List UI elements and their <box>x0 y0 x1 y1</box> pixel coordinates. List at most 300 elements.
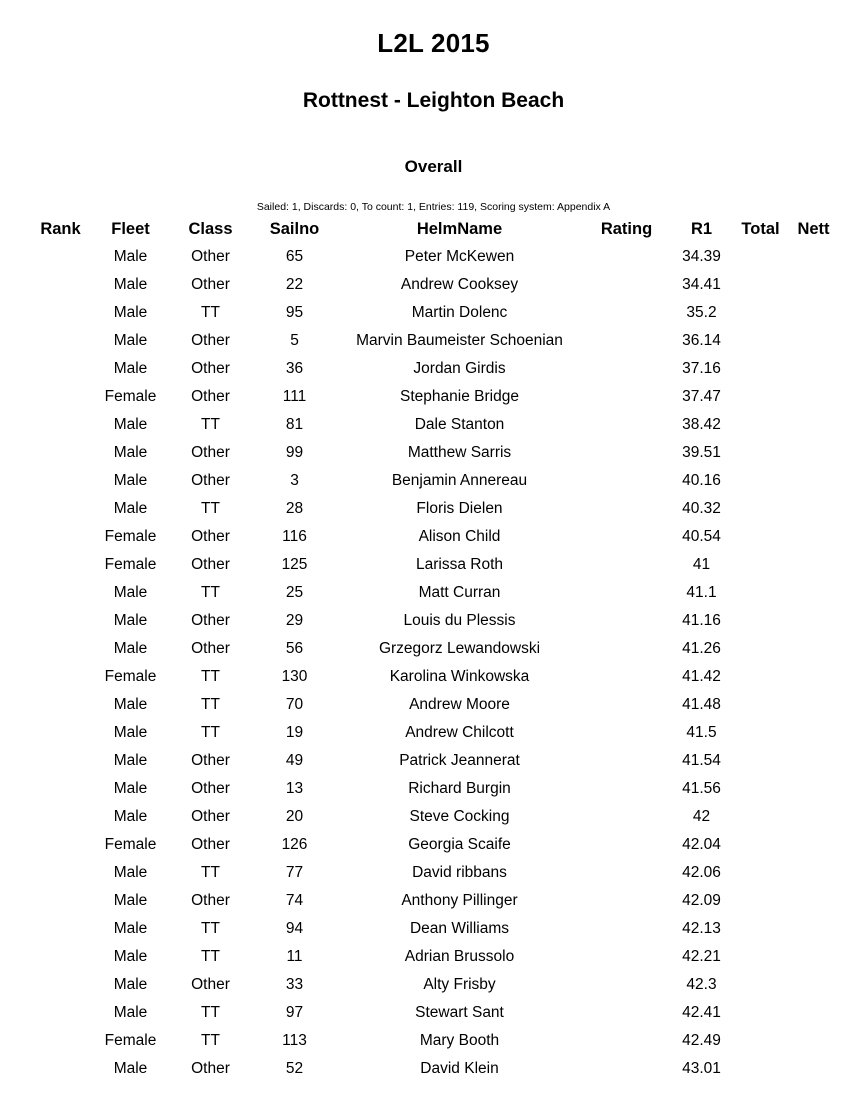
cell-helmname: Steve Cocking <box>409 808 510 826</box>
cell-r1: 42.49 <box>682 1032 721 1050</box>
table-row <box>29 607 839 635</box>
cell-nett <box>789 747 839 775</box>
cell-r1: 34.41 <box>682 276 721 294</box>
cell-sailno: 125 <box>281 556 308 574</box>
cell-fleet: Female <box>104 556 157 574</box>
cell-r1: 41.54 <box>682 752 721 770</box>
cell-rank <box>29 971 93 999</box>
cell-r1: 42.21 <box>682 948 721 966</box>
cell-fleet: Male <box>113 864 148 882</box>
page-title: L2L 2015 <box>377 28 490 58</box>
cell-total <box>733 915 789 943</box>
cell-helmname: Dale Stanton <box>414 416 505 434</box>
cell-fleet: Male <box>113 304 148 322</box>
cell-nett <box>789 579 839 607</box>
cell-helmname: David ribbans <box>412 864 507 882</box>
cell-fleet: Male <box>113 612 148 630</box>
table-row <box>29 439 839 467</box>
cell-rank <box>29 635 93 663</box>
cell-total <box>733 467 789 495</box>
cell-rating <box>583 747 671 775</box>
cell-helmname: Martin Dolenc <box>411 304 508 322</box>
cell-r1: 41.5 <box>686 724 717 742</box>
cell-r1: 41.42 <box>682 668 721 686</box>
cell-rating <box>583 383 671 411</box>
table-row <box>29 467 839 495</box>
cell-sailno: 25 <box>285 584 304 602</box>
cell-rank <box>29 719 93 747</box>
cell-nett <box>789 1027 839 1055</box>
cell-r1: 36.14 <box>682 332 721 350</box>
cell-rank <box>29 943 93 971</box>
cell-helmname: Georgia Scaife <box>408 836 511 854</box>
cell-nett <box>789 999 839 1027</box>
cell-rank <box>29 299 93 327</box>
cell-rank <box>29 691 93 719</box>
cell-helmname: Matt Curran <box>418 584 501 602</box>
table-row <box>29 831 839 859</box>
cell-r1: 41.16 <box>682 612 721 630</box>
cell-fleet: Female <box>104 1032 157 1050</box>
cell-nett <box>789 887 839 915</box>
cell-helmname: Peter McKewen <box>404 248 515 265</box>
table-header-row <box>29 217 839 243</box>
cell-rank <box>29 859 93 887</box>
cell-class: Other <box>191 780 230 798</box>
cell-total <box>733 579 789 607</box>
cell-fleet: Male <box>113 780 148 798</box>
cell-helmname: Marvin Baumeister Schoenian <box>356 332 563 350</box>
cell-r1: 34.39 <box>682 248 721 265</box>
cell-total <box>733 551 789 579</box>
cell-class: Other <box>191 388 230 406</box>
cell-nett <box>789 803 839 831</box>
column-header-nett: Nett <box>797 220 830 238</box>
cell-total <box>733 971 789 999</box>
cell-sailno: 81 <box>285 416 304 434</box>
cell-helmname: Mary Booth <box>419 1032 500 1050</box>
cell-class: Other <box>191 892 230 910</box>
cell-fleet: Male <box>113 1004 148 1022</box>
cell-helmname: Jordan Girdis <box>413 360 506 378</box>
cell-sailno: 3 <box>290 472 299 490</box>
cell-nett <box>789 719 839 747</box>
cell-rank <box>29 355 93 383</box>
cell-r1: 39.51 <box>682 444 721 462</box>
cell-nett <box>789 859 839 887</box>
cell-rating <box>583 831 671 859</box>
cell-r1: 41.26 <box>682 640 721 658</box>
cell-total <box>733 859 789 887</box>
cell-class: TT <box>201 584 220 602</box>
cell-rank <box>29 439 93 467</box>
table-row <box>29 551 839 579</box>
cell-total <box>733 1055 789 1083</box>
cell-helmname: Adrian Brussolo <box>404 948 515 966</box>
cell-sailno: 33 <box>285 976 304 994</box>
cell-total <box>733 943 789 971</box>
cell-total <box>733 523 789 551</box>
cell-fleet: Male <box>113 752 148 770</box>
cell-sailno: 95 <box>285 304 304 322</box>
cell-class: Other <box>191 556 230 574</box>
cell-sailno: 19 <box>285 724 304 742</box>
cell-total <box>733 411 789 439</box>
cell-sailno: 56 <box>285 640 304 658</box>
table-row <box>29 355 839 383</box>
cell-total <box>733 747 789 775</box>
cell-nett <box>789 327 839 355</box>
cell-rank <box>29 327 93 355</box>
cell-rating <box>583 1055 671 1083</box>
cell-rating <box>583 439 671 467</box>
cell-rank <box>29 607 93 635</box>
cell-r1: 43.01 <box>682 1060 721 1078</box>
cell-nett <box>789 271 839 299</box>
cell-helmname: Grzegorz Lewandowski <box>378 640 541 658</box>
cell-r1: 37.16 <box>682 360 721 378</box>
cell-sailno: 130 <box>281 668 308 686</box>
cell-rank <box>29 747 93 775</box>
cell-class: Other <box>191 640 230 658</box>
cell-rank <box>29 831 93 859</box>
table-row <box>29 1055 839 1083</box>
table-row <box>29 523 839 551</box>
cell-helmname: Louis du Plessis <box>403 612 516 630</box>
cell-total <box>733 999 789 1027</box>
cell-helmname: Matthew Sarris <box>407 444 512 462</box>
table-row <box>29 411 839 439</box>
cell-fleet: Male <box>113 696 148 714</box>
column-header-rating: Rating <box>600 220 653 238</box>
cell-rank <box>29 243 93 271</box>
cell-sailno: 94 <box>285 920 304 938</box>
cell-class: TT <box>201 668 220 686</box>
table-row <box>29 271 839 299</box>
cell-rating <box>583 803 671 831</box>
cell-fleet: Male <box>113 948 148 966</box>
cell-fleet: Male <box>113 276 148 294</box>
cell-r1: 42.13 <box>682 920 721 938</box>
cell-class: Other <box>191 976 230 994</box>
column-header-class: Class <box>188 220 233 238</box>
cell-rank <box>29 887 93 915</box>
cell-sailno: 5 <box>290 332 299 350</box>
table-row <box>29 747 839 775</box>
cell-helmname: Richard Burgin <box>408 780 511 798</box>
cell-helmname: Alison Child <box>418 528 501 546</box>
cell-class: Other <box>191 836 230 854</box>
cell-total <box>733 299 789 327</box>
cell-rank <box>29 495 93 523</box>
results-table <box>29 217 839 1083</box>
cell-rating <box>583 915 671 943</box>
cell-total <box>733 719 789 747</box>
cell-rating <box>583 691 671 719</box>
cell-fleet: Male <box>113 248 148 265</box>
cell-class: Other <box>191 472 230 490</box>
cell-sailno: 113 <box>282 1032 307 1050</box>
cell-sailno: 36 <box>285 360 304 378</box>
cell-total <box>733 663 789 691</box>
cell-r1: 42.04 <box>682 836 721 854</box>
cell-rating <box>583 579 671 607</box>
cell-nett <box>789 355 839 383</box>
cell-rating <box>583 971 671 999</box>
column-header-rank: Rank <box>40 220 81 238</box>
cell-sailno: 116 <box>282 528 307 546</box>
cell-sailno: 126 <box>281 836 308 854</box>
cell-r1: 40.32 <box>682 500 721 518</box>
cell-nett <box>789 775 839 803</box>
cell-r1: 41 <box>692 556 711 574</box>
table-row <box>29 383 839 411</box>
table-row <box>29 579 839 607</box>
cell-sailno: 22 <box>285 276 304 294</box>
table-row <box>29 1027 839 1055</box>
table-row <box>29 887 839 915</box>
cell-helmname: Patrick Jeannerat <box>399 752 520 770</box>
cell-rank <box>29 663 93 691</box>
cell-nett <box>789 831 839 859</box>
cell-sailno: 20 <box>285 808 304 826</box>
table-row <box>29 999 839 1027</box>
cell-class: Other <box>191 444 230 462</box>
cell-class: TT <box>201 948 220 966</box>
cell-rating <box>583 719 671 747</box>
cell-class: TT <box>201 724 220 742</box>
cell-rank <box>29 467 93 495</box>
cell-class: Other <box>191 612 230 630</box>
cell-r1: 42.09 <box>682 892 721 910</box>
cell-fleet: Male <box>113 1060 148 1078</box>
cell-helmname: Anthony Pillinger <box>401 892 518 910</box>
cell-total <box>733 831 789 859</box>
cell-nett <box>789 607 839 635</box>
cell-class: TT <box>201 416 220 434</box>
cell-fleet: Male <box>113 808 148 826</box>
cell-r1: 40.54 <box>682 528 721 546</box>
cell-helmname: Floris Dielen <box>416 500 503 518</box>
cell-total <box>733 775 789 803</box>
cell-class: Other <box>191 276 230 294</box>
cell-sailno: 97 <box>285 1004 304 1022</box>
cell-helmname: Stewart Sant <box>415 1004 504 1022</box>
cell-rank <box>29 411 93 439</box>
event-subtitle: Rottnest - Leighton Beach <box>302 89 565 112</box>
cell-nett <box>789 691 839 719</box>
cell-rating <box>583 635 671 663</box>
cell-nett <box>789 915 839 943</box>
cell-helmname: Andrew Moore <box>409 696 510 714</box>
cell-sailno: 65 <box>285 248 304 265</box>
cell-rating <box>583 607 671 635</box>
cell-nett <box>789 635 839 663</box>
cell-helmname: Benjamin Annereau <box>391 472 528 490</box>
cell-r1: 41.48 <box>682 696 721 714</box>
cell-r1: 38.42 <box>682 416 721 434</box>
cell-rating <box>583 943 671 971</box>
table-row <box>29 495 839 523</box>
table-row <box>29 663 839 691</box>
column-header-fleet: Fleet <box>111 220 150 238</box>
table-row <box>29 775 839 803</box>
table-row <box>29 691 839 719</box>
cell-class: TT <box>201 920 220 938</box>
cell-rating <box>583 887 671 915</box>
series-summary: Sailed: 1, Discards: 0, To count: 1, Entries: 119, Scoring system: Appendix A <box>256 201 611 213</box>
cell-sailno: 13 <box>285 780 304 798</box>
cell-class: TT <box>201 304 220 322</box>
cell-total <box>733 243 789 271</box>
cell-r1: 40.16 <box>682 472 721 490</box>
cell-sailno: 29 <box>285 612 304 630</box>
cell-nett <box>789 411 839 439</box>
cell-rating <box>583 467 671 495</box>
cell-total <box>733 383 789 411</box>
cell-fleet: Male <box>113 724 148 742</box>
cell-nett <box>789 299 839 327</box>
cell-fleet: Female <box>104 388 157 406</box>
cell-fleet: Female <box>104 668 157 686</box>
table-row <box>29 943 839 971</box>
cell-rating <box>583 271 671 299</box>
cell-class: Other <box>191 752 230 770</box>
cell-class: Other <box>191 528 230 546</box>
table-row <box>29 719 839 747</box>
table-row <box>29 243 839 271</box>
table-row <box>29 859 839 887</box>
cell-sailno: 99 <box>285 444 304 462</box>
cell-total <box>733 803 789 831</box>
column-header-sailno: Sailno <box>269 220 320 238</box>
cell-sailno: 28 <box>285 500 304 518</box>
cell-fleet: Male <box>113 472 148 490</box>
cell-fleet: Male <box>113 500 148 518</box>
cell-rating <box>583 859 671 887</box>
cell-rating <box>583 355 671 383</box>
cell-nett <box>789 523 839 551</box>
cell-total <box>733 439 789 467</box>
cell-nett <box>789 383 839 411</box>
table-row <box>29 803 839 831</box>
cell-fleet: Male <box>113 892 148 910</box>
cell-nett <box>789 551 839 579</box>
cell-sailno: 74 <box>285 892 304 910</box>
cell-nett <box>789 971 839 999</box>
cell-r1: 41.56 <box>682 780 721 798</box>
cell-nett <box>789 439 839 467</box>
cell-helmname: Stephanie Bridge <box>400 388 519 406</box>
cell-sailno: 49 <box>285 752 304 770</box>
cell-class: TT <box>201 500 220 518</box>
table-row <box>29 971 839 999</box>
column-header-helmname: HelmName <box>416 220 503 238</box>
cell-class: TT <box>201 1004 220 1022</box>
cell-total <box>733 271 789 299</box>
cell-rating <box>583 299 671 327</box>
cell-helmname: Andrew Chilcott <box>405 724 514 742</box>
cell-r1: 35.2 <box>686 304 717 322</box>
cell-fleet: Male <box>113 360 148 378</box>
cell-total <box>733 635 789 663</box>
cell-fleet: Female <box>104 528 157 546</box>
cell-class: Other <box>191 1060 230 1078</box>
cell-nett <box>789 495 839 523</box>
cell-helmname: Karolina Winkowska <box>389 668 530 686</box>
cell-sailno: 11 <box>286 948 303 966</box>
cell-rank <box>29 579 93 607</box>
cell-rating <box>583 495 671 523</box>
cell-sailno: 52 <box>285 1060 304 1078</box>
cell-rank <box>29 803 93 831</box>
cell-total <box>733 887 789 915</box>
cell-rating <box>583 327 671 355</box>
cell-fleet: Male <box>113 444 148 462</box>
cell-nett <box>789 943 839 971</box>
cell-rating <box>583 243 671 271</box>
section-heading: Overall <box>404 157 463 176</box>
cell-nett <box>789 1055 839 1083</box>
cell-fleet: Male <box>113 920 148 938</box>
cell-fleet: Female <box>104 836 157 854</box>
cell-rating <box>583 523 671 551</box>
results-page <box>0 28 867 1112</box>
cell-class: Other <box>191 248 230 265</box>
cell-sailno: 111 <box>282 388 307 406</box>
cell-helmname: David Klein <box>420 1060 499 1078</box>
cell-helmname: Dean Williams <box>409 920 510 938</box>
cell-rating <box>583 551 671 579</box>
cell-r1: 42.41 <box>682 1004 721 1022</box>
cell-fleet: Male <box>113 976 148 994</box>
cell-rating <box>583 775 671 803</box>
cell-r1: 37.47 <box>682 388 721 406</box>
cell-rating <box>583 663 671 691</box>
cell-fleet: Male <box>113 332 148 350</box>
table-row <box>29 327 839 355</box>
cell-class: Other <box>191 808 230 826</box>
cell-rank <box>29 999 93 1027</box>
cell-total <box>733 607 789 635</box>
cell-rank <box>29 523 93 551</box>
cell-nett <box>789 467 839 495</box>
cell-class: Other <box>191 332 230 350</box>
cell-rank <box>29 551 93 579</box>
cell-class: TT <box>201 864 220 882</box>
cell-helmname: Andrew Cooksey <box>400 276 519 294</box>
cell-sailno: 70 <box>285 696 304 714</box>
cell-fleet: Male <box>113 584 148 602</box>
cell-total <box>733 355 789 383</box>
cell-rank <box>29 383 93 411</box>
cell-fleet: Male <box>113 416 148 434</box>
cell-class: TT <box>201 1032 220 1050</box>
cell-total <box>733 495 789 523</box>
cell-rating <box>583 411 671 439</box>
cell-nett <box>789 243 839 271</box>
cell-total <box>733 1027 789 1055</box>
cell-rank <box>29 775 93 803</box>
cell-rating <box>583 1027 671 1055</box>
cell-helmname: Alty Frisby <box>423 976 496 994</box>
cell-nett <box>789 663 839 691</box>
cell-helmname: Larissa Roth <box>415 556 503 574</box>
cell-total <box>733 691 789 719</box>
cell-rank <box>29 271 93 299</box>
cell-class: Other <box>191 360 230 378</box>
cell-r1: 42.3 <box>686 976 717 994</box>
